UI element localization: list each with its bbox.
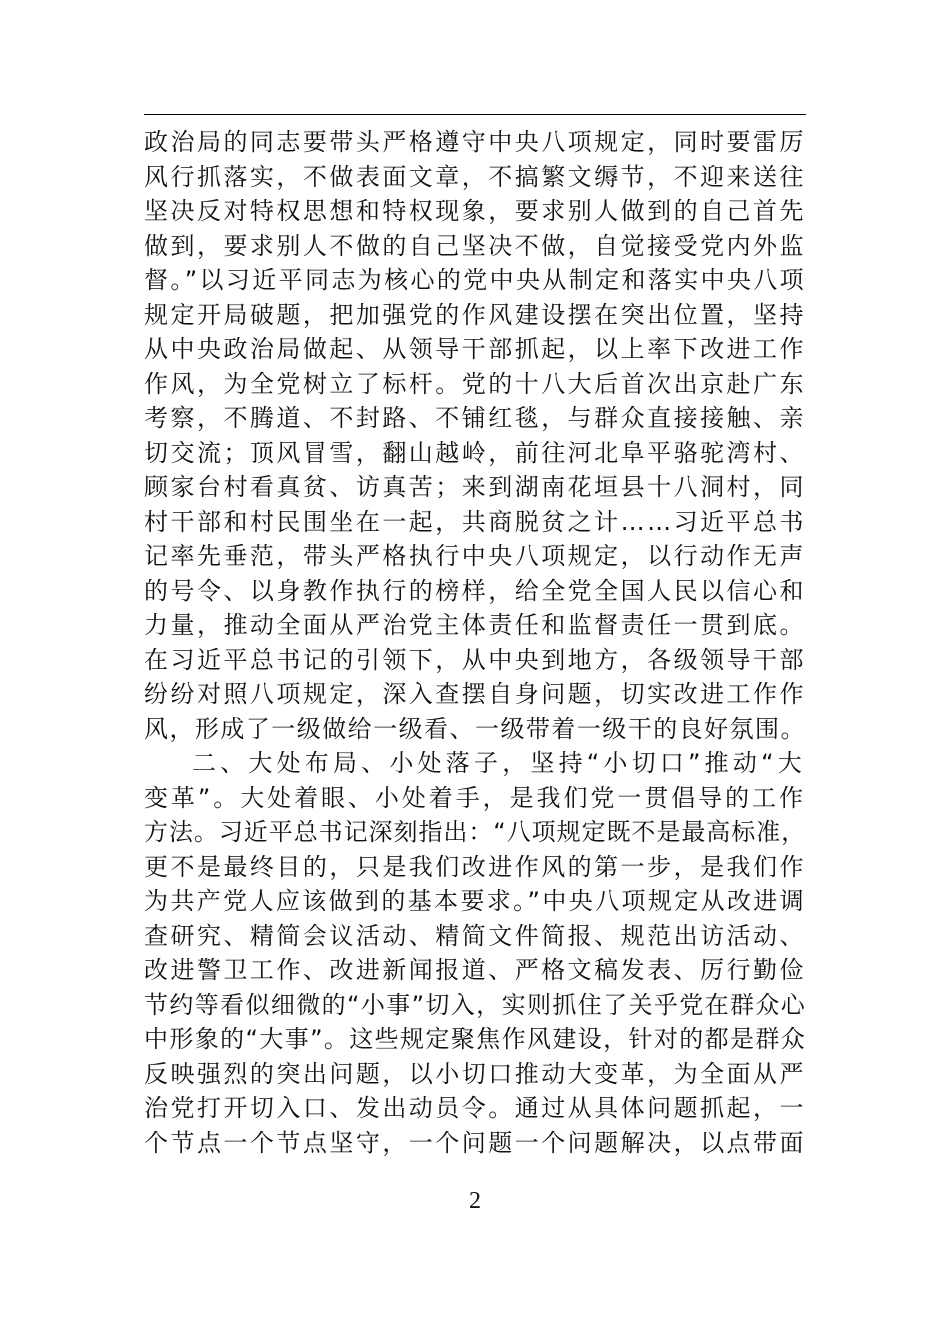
text-line: 作风，为全党树立了标杆。党的十八大后首次出京赴广东 bbox=[144, 369, 806, 398]
text-line: 更不是最终目的，只是我们改进作风的第一步，是我们作 bbox=[144, 852, 806, 881]
text-line: 规定开局破题，把加强党的作风建设摆在突出位置，坚持 bbox=[144, 300, 806, 329]
text-line: 查研究、精简会议活动、精简文件简报、规范出访活动、 bbox=[144, 921, 806, 950]
text-line: 为共产党人应该做到的基本要求。”中央八项规定从改进调 bbox=[144, 887, 806, 915]
header-rule bbox=[144, 114, 806, 115]
text-line: 风，形成了一级做给一级看、一级带着一级干的良好氛围。 bbox=[144, 714, 806, 743]
text-line: 政治局的同志要带头严格遵守中央八项规定，同时要雷厉 bbox=[144, 128, 806, 156]
text-line: 记率先垂范，带头严格执行中央八项规定，以行动作无声 bbox=[144, 542, 806, 570]
text-line: 切交流；顶风冒雪，翻山越岭，前往河北阜平骆驼湾村、 bbox=[144, 438, 806, 467]
text-line: 中形象的“大事”。这些规定聚焦作风建设，针对的都是群众 bbox=[144, 1025, 806, 1053]
text-line: 做到，要求别人不做的自己坚决不做，自觉接受党内外监 bbox=[144, 231, 806, 260]
text-line: 反映强烈的突出问题，以小切口推动大变革，为全面从严 bbox=[144, 1059, 806, 1088]
page-number: 2 bbox=[469, 1188, 481, 1214]
text-line: 纷纷对照八项规定，深入查摆自身问题，切实改进工作作 bbox=[144, 680, 806, 708]
text-line: 从中央政治局做起、从领导干部抓起，以上率下改进工作 bbox=[144, 335, 806, 363]
text-line: 在习近平总书记的引领下，从中央到地方，各级领导干部 bbox=[144, 645, 806, 674]
text-line: 的号令、以身教作执行的榜样，给全党全国人民以信心和 bbox=[144, 576, 806, 605]
body-text bbox=[144, 125, 806, 1160]
text-line: 节约等看似细微的“小事”切入，实则抓住了关乎党在群众心 bbox=[144, 990, 806, 1019]
text-line: 督。”以习近平同志为核心的党中央从制定和落实中央八项 bbox=[144, 266, 806, 294]
text-line: 改进警卫工作、改进新闻报道、严格文稿发表、厉行勤俭 bbox=[144, 956, 806, 984]
text-line: 变革”。大处着眼、小处着手，是我们党一贯倡导的工作 bbox=[144, 783, 806, 812]
text-line: 个节点一个节点坚守，一个问题一个问题解决，以点带面 bbox=[144, 1128, 806, 1157]
text-line: 坚决反对特权思想和特权现象，要求别人做到的自己首先 bbox=[144, 197, 806, 225]
text-line: 二、大处布局、小处落子，坚持“小切口”推动“大 bbox=[192, 749, 806, 777]
text-line: 力量，推动全面从严治党主体责任和监督责任一贯到底。 bbox=[144, 611, 806, 639]
text-line: 村干部和村民围坐在一起，共商脱贫之计……习近平总书 bbox=[144, 507, 806, 536]
text-line: 方法。习近平总书记深刻指出：“八项规定既不是最高标准， bbox=[144, 818, 806, 846]
text-line: 考察，不腾道、不封路、不铺红毯，与群众直接接触、亲 bbox=[144, 404, 806, 432]
text-line: 顾家台村看真贫、访真苦；来到湖南花垣县十八洞村，同 bbox=[144, 473, 806, 501]
text-line: 风行抓落实，不做表面文章，不搞繁文缛节，不迎来送往 bbox=[144, 162, 806, 191]
text-line: 治党打开切入口、发出动员令。通过从具体问题抓起，一 bbox=[144, 1094, 806, 1122]
